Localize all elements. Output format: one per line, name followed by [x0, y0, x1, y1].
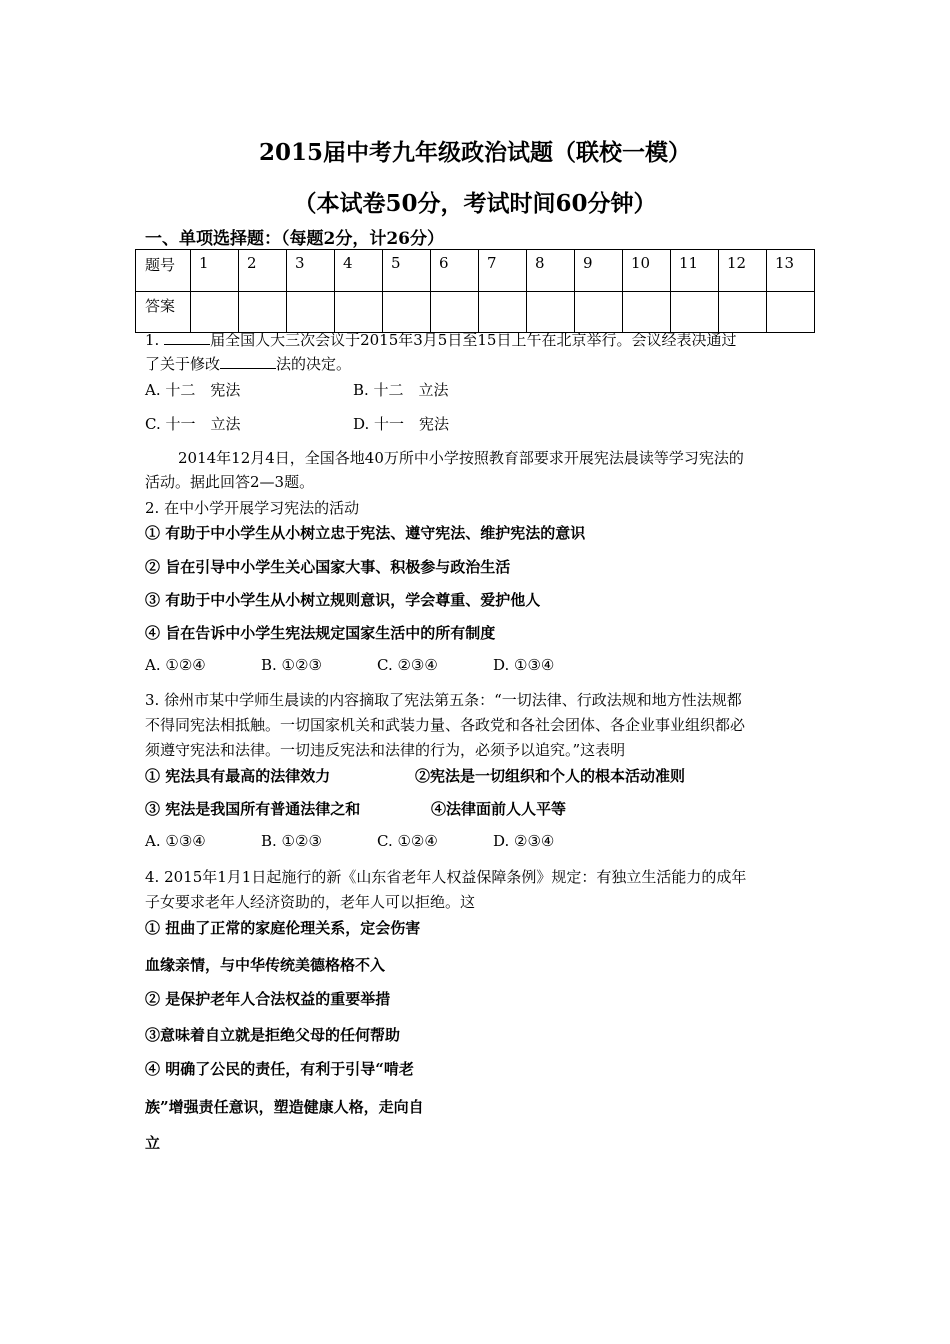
- q4-statement-4b: 族”增强责任意识，塑造健康人格，走向自: [145, 1098, 424, 1116]
- q4-stem-line1: 4. 2015年1月1日起施行的新《山东省老年人权益保障条例》规定：有独立生活能力的成年: [145, 868, 747, 886]
- q4-statement-1b: 血缘亲情，与中华传统美德格格不入: [145, 956, 386, 974]
- q2-statement-2: ② 旨在引导中小学生关心国家大事、积极参与政治生活: [145, 558, 511, 576]
- q3-option-b: B. ①②③: [261, 832, 322, 850]
- question-number-cell: 6: [431, 250, 479, 292]
- q2-option-c: C. ②③④: [377, 656, 438, 674]
- question-number-cell: 7: [479, 250, 527, 292]
- question-number-cell: 4: [335, 250, 383, 292]
- q2-statement-4: ④ 旨在告诉中小学生宪法规定国家生活中的所有制度: [145, 624, 496, 642]
- question-number-cell: 9: [575, 250, 623, 292]
- q2-option-a: A. ①②④: [145, 656, 206, 674]
- answer-row: [136, 292, 815, 333]
- q1-stem-line2: [145, 353, 351, 374]
- exam-subtitle: （本试卷50分，考试时间60分钟）: [293, 190, 657, 217]
- row-label-answer: 答案: [136, 292, 191, 333]
- answer-table: [135, 249, 815, 333]
- answer-cell[interactable]: [623, 292, 671, 333]
- q4-statement-3: ③意味着自立就是拒绝父母的任何帮助: [145, 1026, 401, 1044]
- question-number-cell: 8: [527, 250, 575, 292]
- q2-statement-3: ③ 有助于中小学生从小树立规则意识，学会尊重、爱护他人: [145, 591, 541, 609]
- q2-option-d: D. ①③④: [493, 656, 555, 674]
- answer-cell[interactable]: [527, 292, 575, 333]
- q3-statement-1: ① 宪法具有最高的法律效力: [145, 767, 331, 785]
- q1-number: 1.: [145, 331, 165, 349]
- q1-option-b: B. 十二 立法: [353, 381, 449, 399]
- question-number-cell: 3: [287, 250, 335, 292]
- intro-line1: 2014年12月4日，全国各地40万所中小学按照教育部要求开展宪法晨读等学习宪法的: [178, 449, 744, 467]
- q2-stem: 2. 在中小学开展学习宪法的活动: [145, 499, 360, 517]
- q3-stem-line3: 须遵守宪法和法律。一切违反宪法和法律的行为，必须予以追究。”这表明: [145, 741, 626, 759]
- exam-title: 2015届中考九年级政治试题（联校一模）: [258, 139, 691, 166]
- question-number-cell: 1: [191, 250, 239, 292]
- q3-stem-line2: 不得同宪法相抵触。一切国家机关和武装力量、各政党和各社会团体、各企业事业组织都必: [145, 716, 746, 734]
- q3-option-a: A. ①③④: [145, 832, 206, 850]
- q1-option-d: D. 十一 宪法: [353, 415, 450, 433]
- q2-statement-1: ① 有助于中小学生从小树立忠于宪法、遵守宪法、维护宪法的意识: [145, 524, 586, 542]
- answer-cell[interactable]: [239, 292, 287, 333]
- q1-stem-line1: [145, 329, 736, 350]
- q4-statement-2: ② 是保护老年人合法权益的重要举措: [145, 990, 391, 1008]
- q3-stem-line1: 3. 徐州市某中学师生晨读的内容摘取了宪法第五条：“一切法律、行政法规和地方性法规都: [145, 691, 742, 709]
- q1-blank-2: [220, 354, 276, 369]
- q3-option-d: D. ②③④: [493, 832, 555, 850]
- answer-cell[interactable]: [335, 292, 383, 333]
- q2-option-b: B. ①②③: [261, 656, 322, 674]
- section-heading: 一、单项选择题：（每题2分，计26分）: [145, 229, 444, 249]
- answer-cell[interactable]: [767, 292, 815, 333]
- q1-option-c: C. 十一 立法: [145, 415, 241, 433]
- q1-text-c: 法的决定。: [276, 355, 352, 373]
- q3-statement-4: ④法律面前人人平等: [431, 800, 567, 818]
- q1-option-a: A. 十二 宪法: [145, 381, 241, 399]
- q3-option-c: C. ①②④: [377, 832, 438, 850]
- answer-cell[interactable]: [671, 292, 719, 333]
- answer-cell[interactable]: [383, 292, 431, 333]
- answer-cell[interactable]: [479, 292, 527, 333]
- q3-statement-2: ②宪法是一切组织和个人的根本活动准则: [415, 767, 686, 785]
- answer-cell[interactable]: [575, 292, 623, 333]
- q1-text: 届全国人大三次会议于2015年3月5日至15日上午在北京举行。会议经表决通过: [210, 331, 737, 349]
- question-number-cell: 11: [671, 250, 719, 292]
- answer-cell[interactable]: [191, 292, 239, 333]
- row-label-number: 题号: [136, 250, 191, 292]
- q1-text-b: 了关于修改: [145, 355, 221, 373]
- question-number-cell: 12: [719, 250, 767, 292]
- answer-cell[interactable]: [287, 292, 335, 333]
- answer-cell[interactable]: [431, 292, 479, 333]
- answer-cell[interactable]: [719, 292, 767, 333]
- question-number-cell: 13: [767, 250, 815, 292]
- question-number-cell: 5: [383, 250, 431, 292]
- q4-stem-line2: 子女要求老年人经济资助的，老年人可以拒绝。这: [145, 893, 476, 911]
- q4-statement-4a: ④ 明确了公民的责任，有利于引导“啃老: [145, 1060, 414, 1078]
- question-number-cell: 2: [239, 250, 287, 292]
- question-number-cell: 10: [623, 250, 671, 292]
- q3-statement-3: ③ 宪法是我国所有普通法律之和: [145, 800, 361, 818]
- q4-statement-4c: 立: [145, 1134, 161, 1152]
- intro-line2: 活动。据此回答2—3题。: [145, 473, 315, 491]
- q1-blank-1: [164, 330, 210, 345]
- q4-statement-1a: ① 扭曲了正常的家庭伦理关系，定会伤害: [145, 919, 421, 937]
- question-number-row: [136, 250, 815, 292]
